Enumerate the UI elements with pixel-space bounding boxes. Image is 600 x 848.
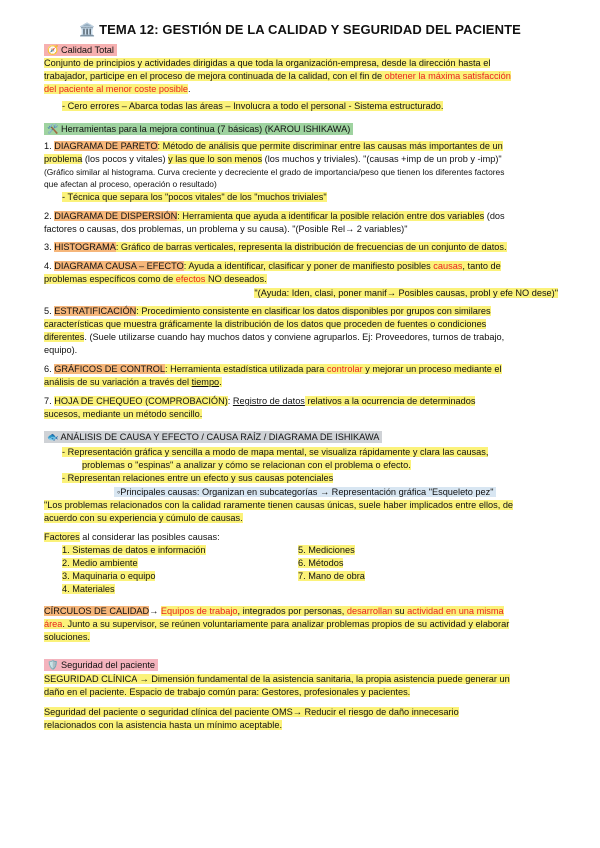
pareto-line-1 (44, 140, 503, 152)
analisis-bullet-1 (62, 446, 488, 458)
factor-text: 6. Métodos (298, 558, 344, 568)
analisis-bullet-2 (62, 472, 333, 484)
causa-efecto-line-1 (44, 260, 501, 272)
analisis-text: - Representan relaciones entre un efecto y sus causas potenciales (62, 473, 334, 483)
dispersion-line-1 (44, 210, 505, 222)
causa-efecto-line-3 (254, 287, 558, 299)
analisis-subbullet-text: ◦Principales causas: Organizan en subcategorías → Representación gráfica "Esqueleto pez" (114, 487, 496, 497)
causa-text: NO deseados. (205, 274, 267, 284)
graficos-control-line-2 (44, 376, 222, 388)
circulos-text: → (149, 606, 161, 616)
calidad-text: Conjunto de principios y actividades dirigidas a que toda la organización-empresa, desde la dirección hasta el (44, 58, 491, 68)
seguridad-oms-text: relacionados con la asistencia hasta un mínimo aceptable. (44, 720, 282, 730)
factor-text: 3. Maquinaria o equipo (62, 571, 156, 581)
calidad-line-3 (44, 83, 191, 95)
pareto-text: problema (44, 154, 83, 164)
calidad-line-1 (44, 57, 490, 69)
factor-item (62, 544, 206, 556)
dispersion-number: 2. (44, 211, 55, 221)
dispersion-text: (dos (484, 211, 505, 221)
factor-text: 1. Sistemas de datos e información (62, 545, 206, 555)
causa-highlight: efectos (175, 274, 206, 284)
estr-number: 5. (44, 306, 55, 316)
estratificacion-line-3 (44, 331, 504, 343)
herramientas-heading: 🛠️ Herramientas para la mejora continua (7 básicas) (KAROU ISHIKAWA) (44, 123, 353, 135)
histograma-line (44, 241, 507, 253)
analisis-bullet-1-cont (82, 459, 411, 471)
section-heading-calidad-total (44, 44, 117, 56)
causa-note: "(Ayuda: Iden, clasi, poner manif→ Posibles causas, probl y efe NO dese)" (254, 288, 558, 298)
estr-text: diferentes (44, 332, 85, 342)
histograma-text: : Gráfico de barras verticales, representa la distribución de frecuencias de un conjunto de datos. (115, 242, 507, 252)
analisis-paragraph-2 (44, 512, 243, 524)
section-heading-seguridad (44, 659, 158, 671)
seguridad-text: en el paciente. Espacio de trabajo común para: Gestores, profesionales y pacientes. (64, 687, 411, 697)
circulos-highlight: actividad en una misma (407, 606, 504, 616)
circulos-highlight: área (44, 619, 63, 629)
factor-text: 5. Mediciones (298, 545, 355, 555)
graf-text: tiempo (191, 377, 220, 387)
hoja-chequeo-line-2 (44, 408, 202, 420)
graf-text: . (219, 377, 222, 387)
calidad-line-2 (44, 70, 511, 82)
causa-efecto-line-2 (44, 273, 267, 285)
seguridad-line-2 (44, 686, 410, 698)
factores-text: al considerar las posibles causas: (79, 532, 220, 542)
estr-text: características que muestra gráficamente la distribución de los datos que proceden de fuentes o condiciones (44, 319, 487, 329)
estr-title: ESTRATIFICACIÓN (54, 306, 137, 316)
factor-item (62, 570, 155, 582)
seguridad-line-1 (44, 673, 510, 685)
dispersion-text: : Herramienta que ayuda a identificar la posible relación entre dos variables (177, 211, 485, 221)
hoja-text: : (227, 396, 233, 406)
circulos-text: su (392, 606, 408, 616)
circulos-highlight: Equipos de trabajo (160, 606, 238, 616)
causa-text: problemas específicos como de (44, 274, 176, 284)
analisis-heading: 🐟 ANÁLISIS DE CAUSA Y EFECTO / CAUSA RAÍZ / DIAGRAMA DE ISHIKAWA (44, 431, 382, 443)
factor-text: 7. Mano de obra (298, 571, 365, 581)
factor-item (298, 544, 355, 556)
dispersion-line-2: factores o causas, dos problemas, un problema y su causa). "(Posible Rel→ 2 variables)" (44, 224, 408, 234)
pareto-text: (los pocos y vitales) (82, 154, 169, 164)
causa-text: : Ayuda a identificar, clasificar y poner de manifiesto posibles (183, 261, 434, 271)
hoja-text: sucesos, mediante un método sencillo. (44, 409, 203, 419)
pareto-title: DIAGRAMA DE PARETO (54, 141, 158, 151)
factor-text: 4. Materiales (62, 584, 115, 594)
pareto-text: : Método de análisis que permite discriminar entre las causas más importantes de un (157, 141, 503, 151)
circulos-line-1 (44, 605, 504, 617)
graf-title: GRÁFICOS DE CONTROL (54, 364, 165, 374)
calidad-text: . (188, 84, 191, 94)
circulos-text: . Junto a su supervisor, se reúnen voluntariamente para analizar problemas propios de su actividad y elaborar (62, 619, 510, 629)
estratificacion-line-2 (44, 318, 486, 330)
causa-highlight: causas (433, 261, 463, 271)
section-heading-herramientas (44, 123, 353, 135)
seguridad-line-4 (44, 719, 282, 731)
calidad-bullet-text: - Cero errores – Abarca todas las áreas – Involucra a todo el personal - Sistema estructurado. (62, 101, 444, 111)
factor-item (62, 557, 138, 569)
hoja-number: 7. (44, 396, 55, 406)
calidad-highlight: del paciente al menor coste posible (44, 84, 189, 94)
hoja-chequeo-line-1 (44, 395, 475, 407)
circulos-line-3 (44, 631, 90, 643)
pareto-text: (los muchos y triviales). "(causas +imp de un prob y -imp)" (262, 154, 502, 164)
seguridad-text: daño (44, 687, 65, 697)
graf-text: : Herramienta estadística utilizada para (165, 364, 327, 374)
causa-number: 4. (44, 261, 55, 271)
section-heading-analisis (44, 431, 382, 443)
pareto-text: y las que lo son menos (168, 154, 263, 164)
calidad-text: trabajador, participe en el proceso de mejora continuada de la calidad, con el fin de (44, 71, 385, 81)
estratificacion-line-4: equipo). (44, 345, 78, 355)
hoja-text: Registro de datos (232, 396, 305, 406)
analisis-text: - Representación gráfica y sencilla a modo de mapa mental, se visualiza rápidamente y clara las causas, (62, 447, 489, 457)
factor-item (298, 570, 365, 582)
analisis-text: problemas o "espinas" a analizar y cómo se relacionan con el problema o efecto. (82, 460, 411, 470)
seguridad-text: → Dimensión fundamental de la asistencia sanitaria, la propia asistencia puede generar un (136, 674, 510, 684)
circulos-text: , integrados por personas, (237, 606, 347, 616)
analisis-subbullet (114, 486, 496, 498)
circulos-line-2 (44, 618, 509, 630)
analisis-text: acuerdo con su experiencia y cúmulo de causas. (44, 513, 243, 523)
pareto-line-3: (Gráfico similar al histograma. Curva creciente y decreciente el grado de importancia/peso que tienen los diferentes factores (44, 167, 505, 177)
causa-title: DIAGRAMA CAUSA – EFECTO (54, 261, 184, 271)
estr-text: : Procedimiento consistente en clasificar los datos disponibles por grupos con similares (136, 306, 491, 316)
calidad-total-heading: 🧭 Calidad Total (44, 44, 117, 56)
seguridad-title: SEGURIDAD CLÍNICA (44, 674, 137, 684)
factor-text: 2. Medio ambiente (62, 558, 138, 568)
graficos-control-line-1 (44, 363, 502, 375)
estratificacion-line-1 (44, 305, 491, 317)
analisis-paragraph-1 (44, 499, 513, 511)
graf-highlight: controlar (326, 364, 363, 374)
histograma-title: HISTOGRAMA (54, 242, 116, 252)
factor-item (298, 557, 343, 569)
circulos-text: soluciones. (44, 632, 90, 642)
causa-text: , tanto de (462, 261, 501, 271)
calidad-bullet (62, 100, 443, 112)
graf-number: 6. (44, 364, 55, 374)
circulos-highlight: desarrollan (346, 606, 393, 616)
calidad-highlight: obtener la máxima satisfacción (384, 71, 511, 81)
seguridad-heading: 🛡️ Seguridad del paciente (44, 659, 158, 671)
hoja-text: relativos a la ocurrencia de determinados (304, 396, 476, 406)
hoja-title: HOJA DE CHEQUEO (COMPROBACIÓN) (54, 396, 228, 406)
pareto-number: 1. (44, 141, 55, 151)
factores-label: Factores (44, 532, 80, 542)
circulos-title: CÍRCULOS DE CALIDAD (44, 606, 150, 616)
analisis-text: "Los problemas relacionados con la calidad raramente tienen causas únicas, suele haber implicados entre ellos, de (44, 500, 514, 510)
factores-line (44, 531, 220, 543)
graf-text: y mejorar un proceso mediante el (362, 364, 502, 374)
dispersion-title: DIAGRAMA DE DISPERSIÓN (54, 211, 178, 221)
seguridad-oms-text: Seguridad del paciente o seguridad clínica del paciente OMS→ Reducir el riesgo de daño innecesario (44, 707, 459, 717)
factor-item (62, 583, 115, 595)
page-title: 🏛️ TEMA 12: GESTIÓN DE LA CALIDAD Y SEGURIDAD DEL PACIENTE (79, 22, 521, 37)
graf-text: análisis de su variación a través del (44, 377, 192, 387)
seguridad-line-3 (44, 706, 459, 718)
histograma-number: 3. (44, 242, 55, 252)
pareto-bullet-text: - Técnica que separa los "pocos vitales" de los "muchos triviales" (62, 192, 327, 202)
pareto-line-2 (44, 153, 502, 165)
estr-text: . (Suele utilizarse cuando hay muchos datos y conviene agruparlos. Ej: Proveedores, turnos de trabajo, (84, 332, 505, 342)
pareto-line-4: que afectan al proceso, operación o resultado) (44, 179, 217, 189)
pareto-bullet (62, 191, 327, 203)
